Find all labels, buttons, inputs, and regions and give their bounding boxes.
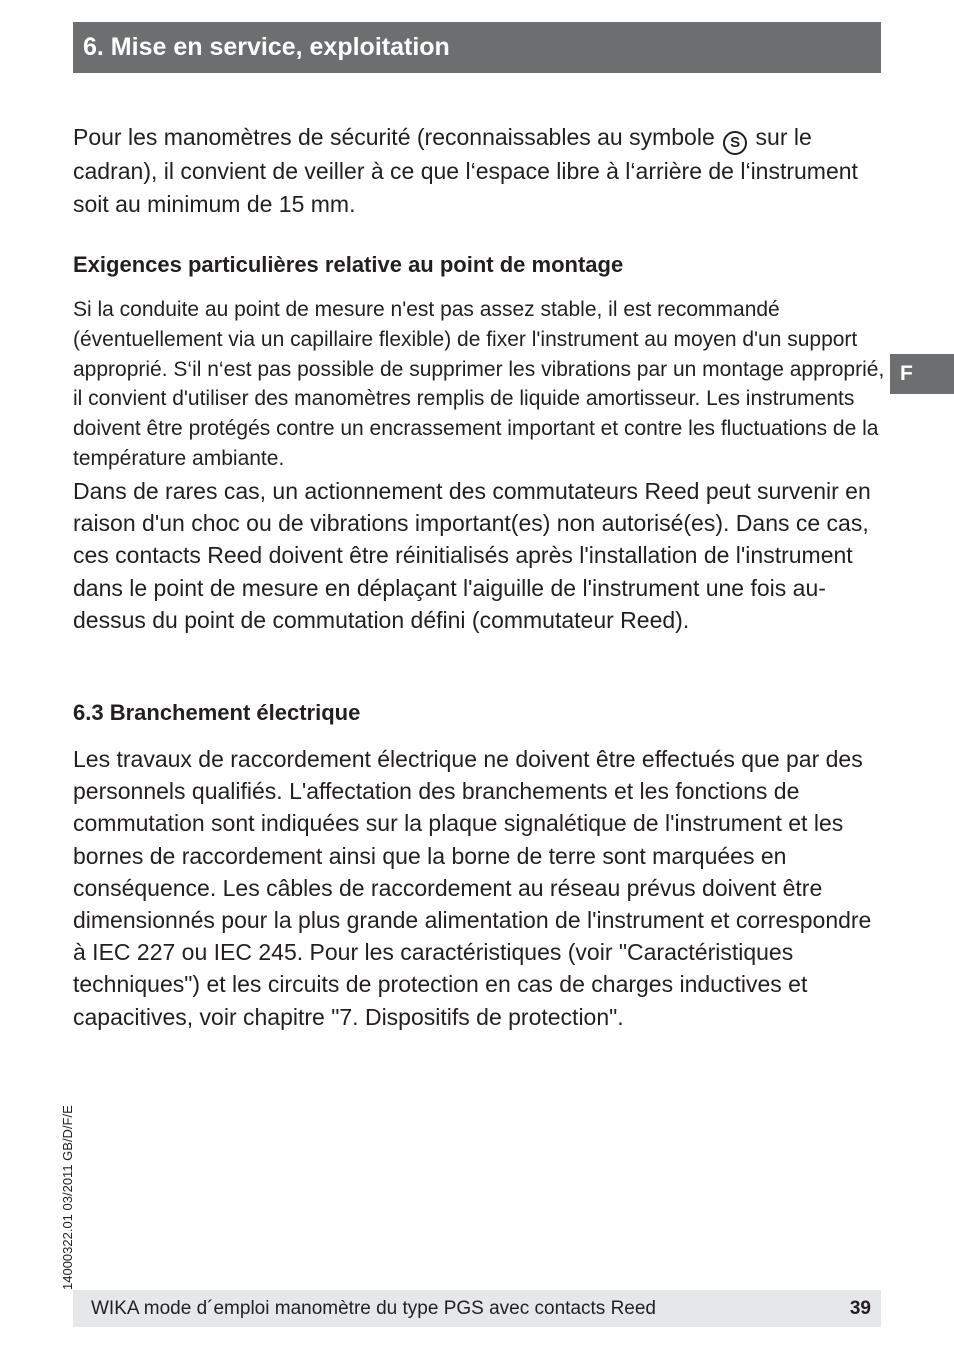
footer	[73, 1290, 881, 1327]
mounting-heading: Exigences particulières relative au point de montage	[73, 252, 624, 277]
section-title: 6. Mise en service, exploitation	[83, 33, 450, 61]
electrical-heading: 6.3 Branchement électrique	[73, 700, 361, 725]
language-tab	[890, 354, 954, 394]
intro-text-end: sur le cadran), il convient de veiller à ce que l‘espace libre à l‘arrière de l‘instrument soit au minimum de 15 mm.	[73, 124, 858, 217]
section-header	[73, 22, 881, 73]
page-number: 39	[849, 1297, 871, 1319]
mounting-paragraph: Si la conduite au point de mesure n'est pas assez stable, il est recommandé (éventuellement via un capillaire flexible) de fixer l'instrument au moyen d'un support approprié. S‘il n‘est pas possible de supprimer les vibrations par un montage approprié, il convient d'utiliser des manomètres remplis de liquide amortisseur. Les instruments doivent être protégés contre un encrassement important et contre les fluctuations de la température ambiante.	[73, 298, 885, 470]
electrical-paragraph: Les travaux de raccordement électrique ne doivent être effectués que par des personnels qualifiés. L'affectation des branchements et les fonctions de commutation sont indiquées sur la plaque signalétique de l'instrument et les bornes de raccordement ainsi que la borne de terre sont marquées en conséquence. Les câbles de raccordement au réseau prévus doivent être dimensionnés pour la plus grande alimentation de l'instrument et correspondre à IEC 227 ou IEC 245. Pour les caractéristiques (voir "Caractéristiques techniques") et les circuits de protection en cas de charges inductives et capacitives, voir chapitre "7. Dispositifs de protection".	[73, 746, 872, 1030]
footer-text: WIKA mode d´emploi manomètre du type PGS avec contacts Reed	[91, 1297, 656, 1319]
intro-text-start: Pour les manomètres de sécurité (reconnaissables au symbole	[73, 124, 722, 150]
intro-paragraph	[73, 121, 885, 220]
document-code: 14000322.01 03/2011 GB/D/F/E	[60, 1105, 75, 1290]
safety-symbol-icon: S	[723, 131, 747, 155]
reed-paragraph: Dans de rares cas, un actionnement des commutateurs Reed peut survenir en raison d'un choc ou de vibrations important(es) non autorisé(es). Dans ce cas, ces contacts Reed doivent être réinitialisés après l'installation de l'instrument dans le point de mesure en déplaçant l'aiguille de l'instrument une fois au-dessus du point de commutation défini (commutateur Reed).	[73, 478, 871, 633]
language-tab-label: F	[900, 362, 913, 385]
